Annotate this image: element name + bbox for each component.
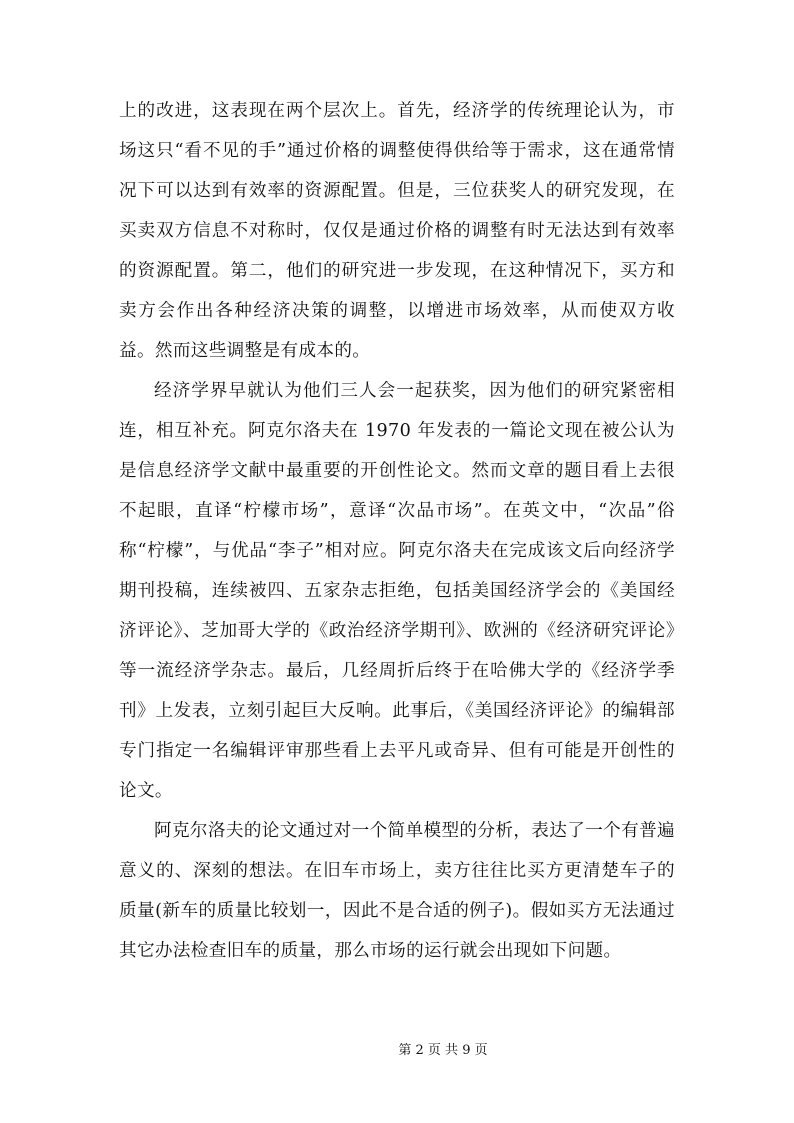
document-body	[119, 91, 675, 971]
paragraph-3: 阿克尔洛夫的论文通过对一个简单模型的分析，表达了一个有普遍意义的、深刻的想法。在旧车市场上，卖方往往比买方更清楚车子的质量(新车的质量比较划一，因此不是合适的例子)。假如买方无法通过其它办法检查旧车的质量，那么市场的运行就会出现如下问题。	[119, 821, 675, 961]
page-number: 第 2 页 共 9 页	[398, 1043, 488, 1058]
paragraph-1: 上的改进，这表现在两个层次上。首先，经济学的传统理论认为，市场这只“看不见的手”通过价格的调整使得供给等于需求，这在通常情况下可以达到有效率的资源配置。但是，三位获奖人的研究发现，在买卖双方信息不对称时，仅仅是通过价格的调整有时无法达到有效率的资源配置。第二，他们的研究进一步发现，在这种情况下，买方和卖方会作出各种经济决策的调整，以增进市场效率，从而使双方收益。然而这些调整是有成本的。	[119, 101, 675, 361]
paragraph-2: 经济学界早就认为他们三人会一起获奖，因为他们的研究紧密相连，相互补充。阿克尔洛夫在 1970 年发表的一篇论文现在被公认为是信息经济学文献中最重要的开创性论文。然而文章的题目看上去很不起眼，直译“柠檬市场”，意译“次品市场”。在英文中，“次品”俗称“柠檬”，与优品“李子”相对应。阿克尔洛夫在完成该文后向经济学期刊投稿，连续被四、五家杂志拒绝，包括美国经济学会的《美国经济评论》、芝加哥大学的《政治经济学期刊》、欧洲的《经济研究评论》等一流经济学杂志。最后，几经周折后终于在哈佛大学的《经济学季刊》上发表，立刻引起巨大反响。此事后，《美国经济评论》的编辑部专门指定一名编辑评审那些看上去平凡或奇异、但有可能是开创性的论文。	[119, 381, 675, 801]
